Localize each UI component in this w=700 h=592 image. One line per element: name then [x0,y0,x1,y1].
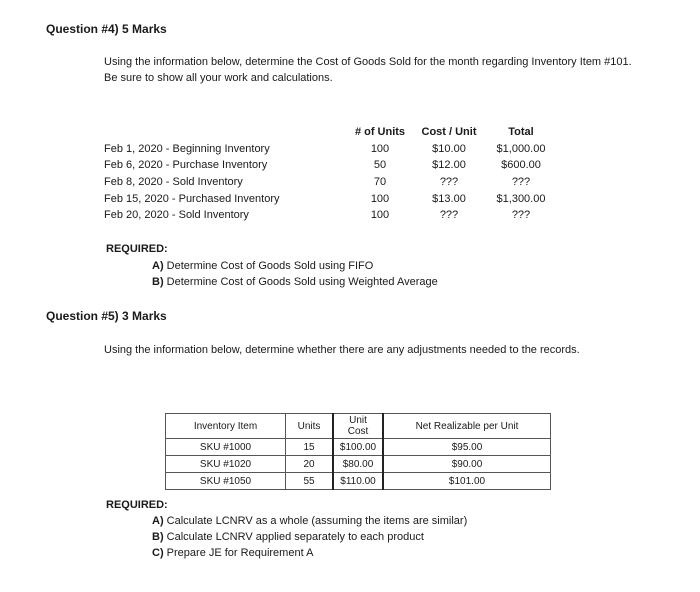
q5-requirement-c-text: Prepare JE for Requirement A [166,547,314,559]
inventory-row-label: Feb 20, 2020 - Sold Inventory [104,209,249,221]
q5-inventory-table [165,413,551,490]
inventory-row-label: Feb 8, 2020 - Sold Inventory [104,176,243,188]
inventory-row-label: Feb 15, 2020 - Purchased Inventory [104,193,280,205]
cell-nrv: $95.00 [383,439,551,456]
q5-requirement-b-prefix: B) [152,531,164,543]
cell-unit-cost: $80.00 [333,456,383,473]
cell-nrv: $90.00 [383,456,551,473]
table-header-row [166,414,551,439]
inventory-row-cost: $13.00 [432,193,466,205]
cell-nrv: $101.00 [383,473,551,490]
q5-intro: Using the information below, determine whether there are any adjustments needed to the records. [104,344,580,356]
inventory-row-total: $1,000.00 [496,143,546,155]
q4-required-label: REQUIRED: [106,243,168,255]
inventory-row-units: 100 [370,143,390,155]
col-header-item: Inventory Item [166,414,286,439]
col-header-total: Total [508,126,534,138]
inventory-row-cost: ??? [439,176,459,188]
cell-units: 20 [286,456,334,473]
q4-intro-line1: Using the information below, determine the Cost of Goods Sold for the month regarding Inventory Item #101. [104,56,632,68]
q4-requirement-b [152,276,438,288]
inventory-row-cost: $12.00 [432,159,466,171]
inventory-row-total: ??? [511,209,531,221]
q5-required-label: REQUIRED: [106,499,168,511]
q4-requirement-b-text: Determine Cost of Goods Sold using Weighted Average [166,276,438,288]
col-header-units: Units [286,414,334,439]
col-header-cost: Cost / Unit [421,126,477,138]
inventory-row-units: 70 [373,176,387,188]
table-row [166,456,551,473]
col-header-units: # of Units [354,126,406,138]
inventory-row-cost: ??? [439,209,459,221]
q5-requirement-c [152,547,313,559]
inventory-row-total: ??? [511,176,531,188]
q4-requirement-a [152,260,373,272]
q4-intro-line2: Be sure to show all your work and calculations. [104,72,333,84]
q5-requirement-b [152,531,424,543]
inventory-row-label: Feb 1, 2020 - Beginning Inventory [104,143,270,155]
inventory-row-cost: $10.00 [432,143,466,155]
q5-heading: Question #5) 3 Marks [46,309,167,323]
inventory-row-label: Feb 6, 2020 - Purchase Inventory [104,159,268,171]
q5-requirement-a [152,515,467,527]
q4-requirement-a-text: Determine Cost of Goods Sold using FIFO [166,260,374,272]
col-header-unit-cost: Unit Cost [333,414,383,439]
cell-item: SKU #1020 [166,456,286,473]
cell-unit-cost: $110.00 [333,473,383,490]
inventory-row-total: $1,300.00 [496,193,546,205]
cell-item: SKU #1000 [166,439,286,456]
table-row [166,439,551,456]
q4-heading: Question #4) 5 Marks [46,22,167,36]
cell-units: 15 [286,439,334,456]
q4-requirement-b-prefix: B) [152,276,164,288]
col-header-nrv: Net Realizable per Unit [383,414,551,439]
inventory-row-total: $600.00 [501,159,541,171]
table-row [166,473,551,490]
q5-requirement-c-prefix: C) [152,547,164,559]
inventory-row-units: 100 [370,209,390,221]
inventory-row-units: 50 [373,159,387,171]
q5-requirement-a-text: Calculate LCNRV as a whole (assuming the items are similar) [166,515,468,527]
cell-unit-cost: $100.00 [333,439,383,456]
inventory-row-units: 100 [370,193,390,205]
cell-units: 55 [286,473,334,490]
q4-requirement-a-prefix: A) [152,260,164,272]
q5-requirement-a-prefix: A) [152,515,164,527]
cell-item: SKU #1050 [166,473,286,490]
q5-requirement-b-text: Calculate LCNRV applied separately to each product [166,531,424,543]
